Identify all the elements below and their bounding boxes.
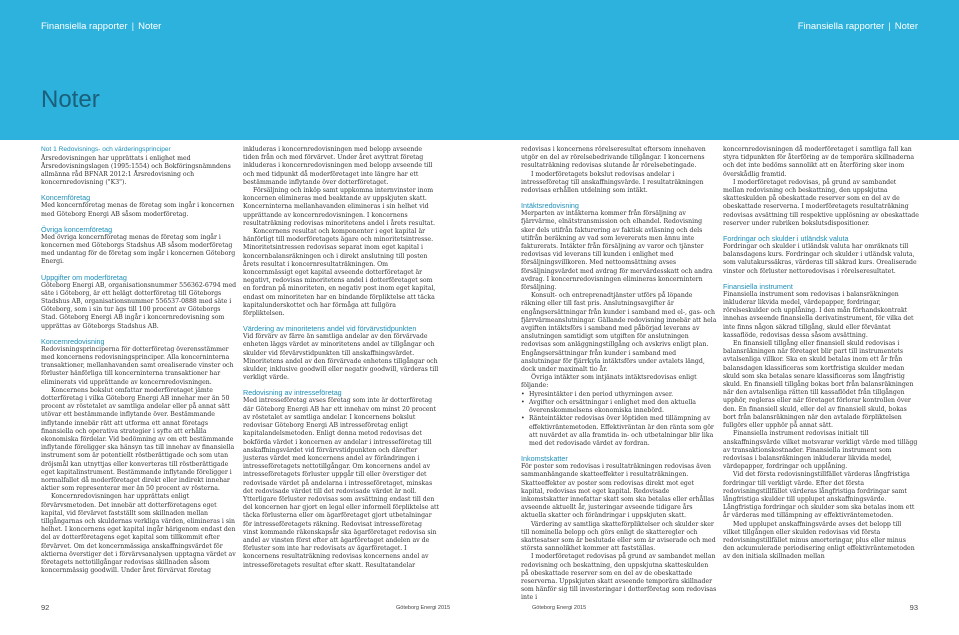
footer-text-left: Göteborg Energi 2015 <box>396 605 451 611</box>
section-heading: Redovisning av intresseföretag <box>243 388 342 398</box>
paragraph: koncernredovisningen då moderföretaget i samtliga fall kan styra tidpunkten för återföring av de temporära skillnaderna och det inte bedöms sannolikt att en återföring sker inom överskådlig framtid. <box>723 146 915 178</box>
text-column-4 <box>723 146 919 596</box>
paragraph: inkluderas i koncernredovisningen med belopp avseende tiden från och med förvärvet. Under året avyttrat företag inkluderas i koncernredovisningen med belopp avseende till och med tidpunkt då moderföretaget inte längre har ett bestämmande inflytande över dotterföretaget. <box>243 146 433 186</box>
paragraph: Vid det första redovisningstillfället värderas långfristiga fordringar till verkligt värde. Efter det första redovisningstillfället värderas långfristiga fordringar samt långfristiga skulder till upplupet anskaffningsvärde. Långfristiga fordringar och skulder som ska betalas inom ett år värderas med tillämpning av effektivräntemetoden. <box>723 471 915 520</box>
paragraph: Finansiella instrument redovisas initialt till anskaffningsvärde vilket motsvarar verkligt värde med tillägg av transaktionskostnader. Finansiella instrument som redovisas i balansräkningen inkluderar likvida medel, värdepapper, fordringar och upplåning. <box>723 430 918 471</box>
section-heading: Inkomstskatter <box>521 454 568 464</box>
paragraph: Koncernredovisningen har upprättats enligt förvärvsmetoden. Det innebär att dotterföretagens eget kapital, vid förvärvet fastställt som skillnaden mellan tillgångarnas och skuldernas verkliga värden, elimineras i sin helhet. I koncernens eget kapital ingår härigenom endast den del av dotterföretagens eget kapital som tillkommit efter förvärvet. Om det koncernmässiga anskaffningsvärdet för aktierna överstiger det i förvärvsanalysen upptagna värdet av företagets nettotillgångar redovisas skillnaden såsom koncernmässig goodwill. Under året förvärvat företag <box>41 493 236 575</box>
section-heading: Fordringar och skulder i utländsk valuta <box>723 234 849 244</box>
section-heading: Intäktsredovisning <box>521 201 579 211</box>
breadcrumb-separator: | <box>888 21 891 32</box>
paragraph: I moderföretaget redovisas, på grund av sambandet mellan redovisning och beskattning, den uppskjutna skatteskulden på obeskattade reserver som en del av de obeskattade reserverna. I moderföretagets resultaträkning redovisas avsättning till respektive upplösning av obeskattade reserver under rubriken bokslutsdispositioner. <box>723 178 919 227</box>
list-item: • Avgifter och ersättningar i enlighet med den aktuella överenskommelsens ekonomiska innebörd. <box>521 399 717 415</box>
list-item: • Ränteintäkter redovisas över löptiden med tillämpning av effektivräntemetoden. Effektivräntan är den ränta som gör att nuvärdet av alla framtida in- och utbetalningar blir lika med det redovisade värdet av fordran. <box>521 415 717 448</box>
paragraph: Merparten av intäkterna kommer från försäljning av fjärrvärme, elnätstransmission och elhandel. Redovisning sker dels utifrån fakturering av faktisk avläsning och dels utifrån beräkning av vad som levererats men ännu inte fakturerats. Intäkter från försäljning av varor och tjänster redovisas vid leverans till kunden i enlighet med försäljningsvillkoren. Med nettoomsättning avses försäljningsvärdet med avdrag för mervärdesskatt och andra avdrag. I koncernredovisningen elimineras koncernintern försäljning. <box>521 210 713 292</box>
page-title: Noter <box>41 86 100 113</box>
paragraph: En finansiell tillgång eller finansiell skuld redovisas i balansräkningen när företaget blir part till instrumentets avtalsenliga villkor. Ska en skuld betalas inom ett år från balansdagen klassificeras som kortfristiga skulder medan skuld som ska betalas senare klassificeras som långfristig skuld. En finansiell tillgång bokas bort från balansräkningen när den avtalsenliga rätten till kassaflödet från tillgången upphör, regleras eller när företaget förlorar kontrollen över den. En finansiell skuld, eller del av finansiell skuld, bokas bort från balansräkningen när den avtalade förpliktelsen fullgörs eller upphör på annat sätt. <box>723 340 914 430</box>
text-column-2 <box>243 146 439 596</box>
bullet-list <box>521 391 717 448</box>
paragraph: I moderföretaget redovisas på grund av sambandet mellan redovisning och beskattning, den uppskjutna skatteskulden på obeskattade reserver som en del av de obeskattade reserverna. Uppskjuten skatt avseende temporära skillnader som hänför sig till investeringar i dotterföretag som redovisas inte i <box>521 553 717 602</box>
breadcrumb-item[interactable]: Noter <box>138 21 162 32</box>
paragraph: För poster som redovisas i resultaträkningen redovisas även sammanhängande skatteeffekter i resultaträkningen. Skatteeffekter av poster som redovisas direkt mot eget kapital, redovisas mot eget kapital. Redovisade inkomstskatter innefattar skatt som ska betalas eller erhållas avseende aktuellt år, justeringar avseende tidigare års aktuella skatter och förändringar i uppskjuten skatt. <box>521 463 715 520</box>
breadcrumb-item[interactable]: Finansiella rapporter <box>41 21 128 32</box>
paragraph: Försäljning och inköp samt uppkomna internvinster inom koncernen elimineras med beaktande av uppskjuten skatt. Koncerninterna mellanhavanden elimineras i sin helhet vid upprättande av koncernredovisningen. I koncernens resultaträkning redovisas minoritetens andel i årets resultat. <box>243 187 435 227</box>
paragraph: Koncernens bokslut omfattar moderföretaget jämte dotterföretag i vilka Göteborg Energi AB innehar mer än 50 procent av röstetalet av samtliga andelar eller på annat sätt utövar ett bestämmande inflytande över. Bestämmande inflytande innebär rätt att utforma ett annat företags finansiella och operativa strategier i syfte att erhålla ekonomiska fördelar. Vid bedömning av om ett bestämmande inflytande föreligger ska hänsyn tas till innehav av finansiella instrument som är potentiellt röstberättigade och som utan dröjsmål kan utnyttjas eller konverteras till röstberättigade eget kapitalinstrument. Bestämmande inflytande föreligger i normalfallet då moderföretaget direkt eller indirekt innehar aktier som representerar mer än 50 procent av rösterna. <box>41 386 235 493</box>
paragraph: I moderföretagets bokslut redovisas andelar i intresseföretag till anskaffningsvärde. I resultaträkningen redovisas erhållen utdelning som intäkt. <box>521 170 704 195</box>
paragraph: Koncernens resultat och komponenter i eget kapital är hänförligt till moderföretagets ägare och minoritetsintresse. Minoritetsintressen redovisas separat inom eget kapital i koncernbalansräkningen och i direkt anslutning till posten årets resultat i koncernresultaträkningen. Om koncernmässigt eget kapital avseende dotterföretaget är negativt, redovisas minoritetens andel i dotterföretaget som en fordran på minoriteten, en negativ post inom eget kapital, endast om minoriteten har en bindande förpliktelse att täcka kapitalunderskottet och har förmåga att fullgöra förpliktelsen. <box>243 228 436 318</box>
section-heading: Koncernföretag <box>41 193 91 203</box>
note-title: Not 1 Redovisnings- och värderingsprinciper <box>41 146 171 153</box>
breadcrumb-right <box>798 21 918 32</box>
section-heading: Finansiella instrument <box>723 281 793 291</box>
paragraph: Med intresseföretag avses företag som inte är dotterföretag där Göteborg Energi AB har ett innehav om minst 20 procent av röstetalet av samtliga andelar. I koncernens bokslut redovisar Göteborg Energi AB intresseföretag enligt kapitalandelsmetoden. Enligt denna metod redovisas det bokförda värdet i koncernen av andelar i intresseföretag till anskaffningsvärdet vid förvärvstidpunkten och därefter justeras värdet med koncernens andel av förändringen i intresseföretagets nettotillgångar. Om koncernens andel av intresseföretagets förluster uppgår till eller överstiger det redovisade värdet på andelarna i intresseföretaget, minskas det redovisade värdet till det redovisade värdet är noll. Ytterligare förluster redovisas som avsättning endast till den del koncernen har gjort en legal eller informell förpliktelse att täcka förlusterna eller om ägarföretaget gjort utbetalningar för intresseföretagets räkning. Redovisat intresseföretag vinst kommande räkenskapsår ska ägarföretaget redovisa sin andel av vinsten först efter att ägarföretaget andelen av de förluster som inte har redovisats av ägarföretaget. I koncernens resultaträkning redovisas koncernens andel av intresseföretagets resultat efter skatt. Resultatandelar <box>243 397 440 569</box>
breadcrumb-item[interactable]: Noter <box>894 21 918 32</box>
paragraph: Redovisningsprinciperna för dotterföretag överensstämmer med koncernens redovisningsprinciper. Alla koncerninterna transaktioner, mellanhavanden samt orealiserade vinster och förluster hänförliga till koncerninterna transaktioner har eliminerats vid upprättande av koncernredovisningen. <box>41 345 234 386</box>
footer-text-right: Göteborg Energi 2015 <box>532 605 587 611</box>
paragraph: Med övriga koncernföretag menas de företag som ingår i koncernen med Göteborgs Stadshus AB såsom moderföretag med undantag för de företag som ingår i koncernen Göteborg Energi. <box>41 233 236 266</box>
paragraph: Konsult- och entreprenadtjänster utförs på löpande räkning eller till fast pris. Anslutningsavgifter är engångsersättningar från kunder i samband med el-, gas- och fjärrvärmeanslutningar. Gällande redovisning innebär att hela avgiften intäktsförs i samband med påbörjad leverans av anslutningen samtidigt som utgiften för anslutningen redovisas som anläggningstillgång och avskrivs enligt plan. Engångsersättningar från kunder i samband med anslutningar för fjärrkyla intäktsförs under avtalets längd, dock under maximalt tio år. <box>521 292 717 374</box>
paragraph: Med koncernföretag menas de företag som ingår i koncernen med Göteborg Energi AB såsom moderföretag. <box>41 202 235 218</box>
paragraph: Finansiella instrument som redovisas i balansräkningen inkluderar likvida medel, värdepapper, fordringar, rörelseskulder och upplåning. I den mån förhandskontrakt innehas avseende finansiella derivatinstrument, för vilka det inte finns någon säkrad tillgång, skuld eller förväntat kassaflöde, redovisas dessa såsom avsättning. <box>723 290 914 339</box>
header-band <box>0 0 959 140</box>
paragraph: Årsredovisningen har upprättats i enlighet med Årsredovisningslagen (1995:1554) och Bokföringsnämndens allmänna råd BFNAR 2012:1 Årsredovisning och koncernredovisning ("K3"). <box>41 154 231 187</box>
section-heading: Övriga koncernföretag <box>41 224 113 234</box>
paragraph: redovisas i koncernens rörelseresultat eftersom innehaven utgör en del av rörelsebedrivande tillgångar. I koncernens resultaträkning redovisas slutande år rörelsebetingade. <box>521 146 706 170</box>
breadcrumb-left <box>41 21 161 32</box>
breadcrumb-item[interactable]: Finansiella rapporter <box>797 21 885 32</box>
section-heading: Koncernredovisning <box>41 336 105 346</box>
paragraph: Med upplupet anskaffningsvärde avses det belopp till vilket tillgången eller skulden redovisas vid första redovisningstillfället minus amorteringar, plus eller minus den ackumulerade periodisering enligt effektivräntemetoden av den initiala skillnaden mellan <box>723 520 915 561</box>
page-number-left: 92 <box>41 603 50 612</box>
paragraph: Vid förvärv av färre än samtliga andelar av den förvärvade enheten läggs värdet av minoritetens andel av tillgångar och skulder vid förvärvstidpunkten till anskaffningsvärdet. Minoritetens andel av den förvärvade enhetens tillgångar och skulder, inklusive goodwill eller negativ goodwill, värderas till verkligt värde. <box>243 333 439 382</box>
breadcrumb-separator: | <box>131 21 135 32</box>
section-heading: Uppgifter om moderföretag <box>41 272 127 282</box>
page-number-right: 93 <box>909 603 918 612</box>
paragraph: Fordringar och skulder i utländsk valuta har omräknats till balansdagens kurs. Fordringar och skulder i utländsk valuta, som valutakurssäkras, värderas till säkrad kurs. Orealiserade vinster och förluster nettoredovisas i rörelseresultatet. <box>723 243 917 275</box>
paragraph: Värdering av samtliga skatteförpliktelser och skulder sker till nominella belopp och görs enligt de skatteregler och skattesatser som är beslutade eller som är aviserade och med största sannolikhet kommer att fastställas. <box>521 520 716 553</box>
text-column-1 <box>41 146 237 596</box>
list-item: • Hyresintäkter i den period uthyrningen avser. <box>521 391 717 399</box>
section-heading: Värdering av minoritetens andel vid förvärvstidpunkten <box>243 324 417 334</box>
text-column-3 <box>521 146 717 602</box>
paragraph: Göteborg Energi AB, organisationsnummer 556362-6794 med säte i Göteborg, är ett helägt dotterföretag till Göteborgs Stadshus AB, organisationsnummer 556537-0888 med säte i Göteborg, som i sin tur ägs till 100 procent av Göteborgs Stad. Göteborg Energi AB ingår i koncernredovisning som upprättas av Göteborgs Stadshus AB. <box>41 281 237 330</box>
paragraph: Övriga intäkter som intjänats intäktsredovisas enligt följande: <box>521 374 697 390</box>
